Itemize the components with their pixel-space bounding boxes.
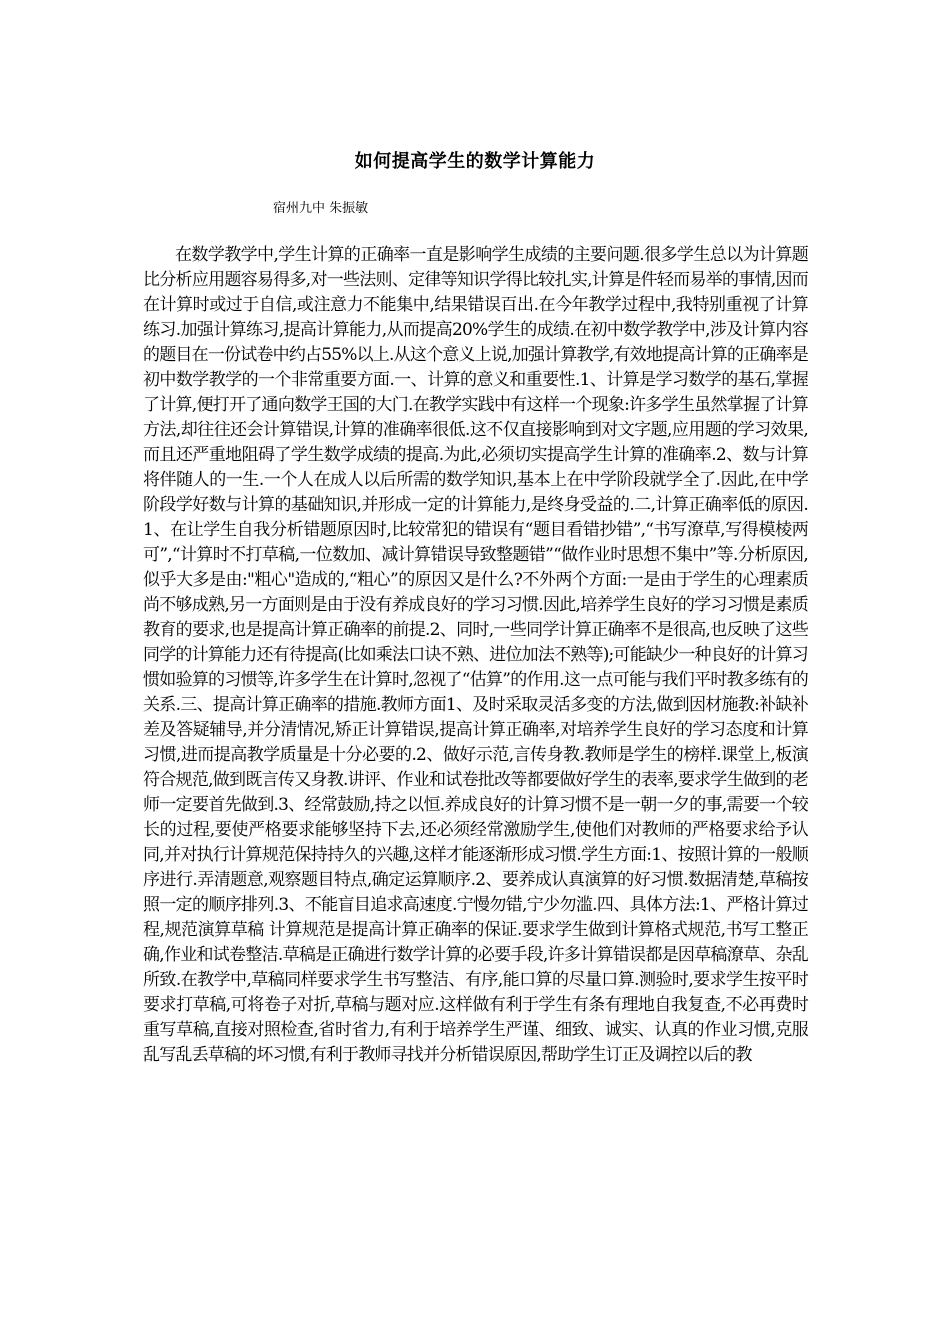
document-title: 如何提高学生的数学计算能力 xyxy=(354,151,596,172)
document-author: 宿州九中 朱振敏 xyxy=(273,201,369,216)
document-body: 在数学教学中,学生计算的正确率一直是影响学生成绩的主要问题.很多学生总以为计算题比分析应用题容易得多,对一些法则、定律等知识学得比较扎实,计算是件轻而易举的事情,因而在计算时或过于自信,或注意力不能集中,结果错误百出.在今年教学过程中,我特别重视了计算练习.加强计算练习,提高计算能力,从而提高20%学生的成绩.在初中数学教学中,涉及计算内容的题目在一份试卷中约占55%以上.从这个意义上说,加强计算教学,有效地提高计算的正确率是初中数学教学的一个非常重要方面.一、计算的意义和重要性.1、计算是学习数学的基石,掌握了计算,便打开了通向数学王国的大门.在教学实践中有这样一个现象:许多学生虽然掌握了计算方法,却往往还会计算错误,计算的准确率很低.这不仅直接影响到对文字题,应用题的学习效果,而且还严重地阻碍了学生数学成绩的提高.为此,必须切实提高学生计算的准确率.2、数与计算将伴随人的一生.一个人在成人以后所需的数学知识,基本上在中学阶段就学全了.因此,在中学阶段学好数与计算的基础知识,并形成一定的计算能力,是终身受益的.二,计算正确率低的原因.1、在让学生自我分析错题原因时,比较常犯的错误有“题目看错抄错”,“书写潦草,写得模棱两可”,“计算时不打草稿,一位数加、减计算错误导致整题错”“做作业时思想不集中”等.分析原因,似乎大多是由:"粗心"造成的,“粗心”的原因又是什么?不外两个方面:一是由于学生的心理素质尚不够成熟,另一方面则是由于没有养成良好的学习习惯.因此,培养学生良好的学习习惯是素质教育的要求,也是提高计算正确率的前提.2、同时,一些同学计算正确率不是很高,也反映了这些同学的计算能力还有待提高(比如乘法口诀不熟、进位加法不熟等);可能缺少一种良好的计算习惯如验算的习惯等,许多学生在计算时,忽视了“估算”的作用.这一点可能与我们平时教多练有的关系.三、提高计算正确率的措施.教师方面1、及时采取灵活多变的方法,做到因材施教:补缺补差及答疑辅导,并分清情况,矫正计算错误,提高计算正确率,对培养学生良好的学习态度和计算习惯,进而提高教学质量是十分必要的.2、做好示范,言传身教.教师是学生的榜样.课堂上,板演符合规范,做到既言传又身教.讲评、作业和试卷批改等都要做好学生的表率,要求学生做到的老师一定要首先做到.3、经常鼓励,持之以恒.养成良好的计算习惯不是一朝一夕的事,需要一个较长的过程,要使严格要求能够坚持下去,还必须经常激励学生,使他们对教师的严格要求给予认同,并对执行计算规范保持持久的兴趣,这样才能逐渐形成习惯.学生方面:1、按照计算的一般顺序进行.弄清题意,观察题目特点,确定运算顺序.2、要养成认真演算的好习惯.数据清楚,草稿按照一定的顺序排列.3、不能盲目追求高速度.宁慢勿错,宁少勿滥.四、具体方法:1、严格计算过程,规范演算草稿 计算规范是提高计算正确率的保证.要求学生做到计算格式规范,书写工整正确,作业和试卷整洁.草稿是正确进行数学计算的必要手段,许多计算错误都是因草稿潦草、杂乱所致.在教学中,草稿同样要求学生书写整洁、有序,能口算的尽量口算.测验时,要求学生按平时要求打草稿,可将卷子对折,草稿与题对应.这样做有利于学生有条有理地自我复查,不必再费时重写草稿,直接对照检查,省时省力,有利于培养学生严谨、细致、诚实、认真的作业习惯,克服乱写乱丢草稿的坏习惯,有利于教师寻找并分析错误原因,帮助学生订正及调控以后的教 xyxy=(143,245,808,1065)
